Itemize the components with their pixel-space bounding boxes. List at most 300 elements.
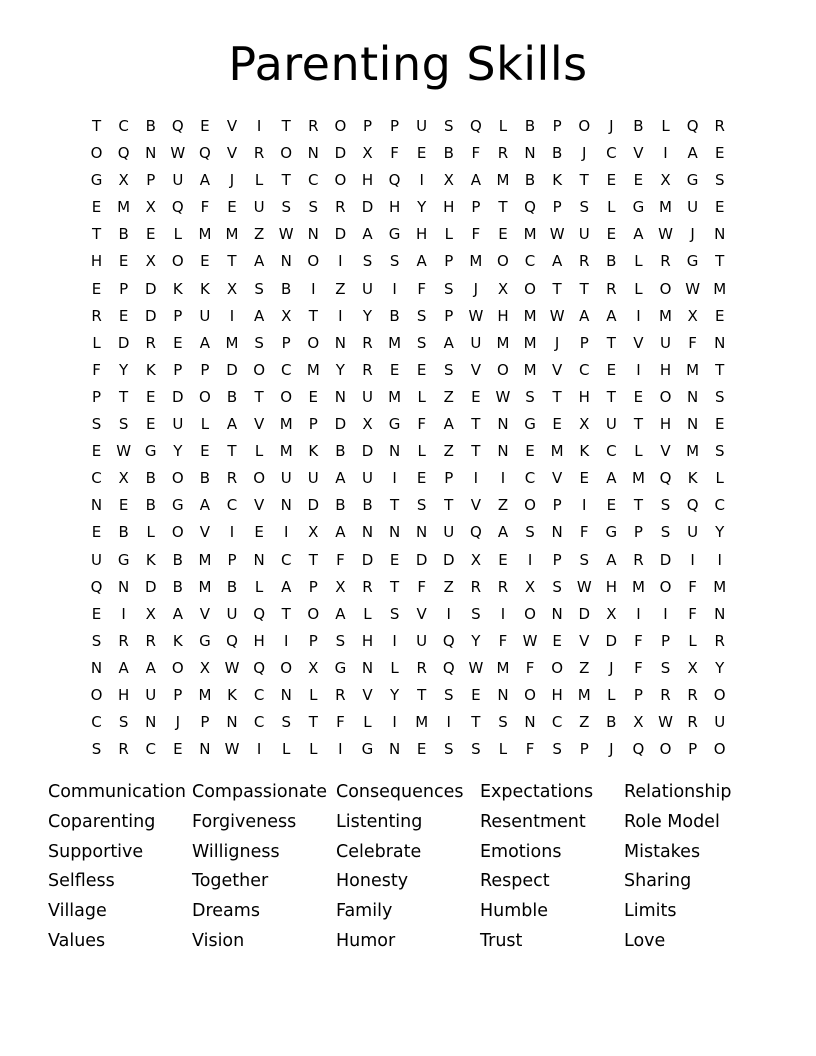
grid-letter: U: [361, 469, 373, 488]
grid-letter: I: [338, 306, 343, 325]
grid-letter: J: [609, 740, 614, 759]
grid-letter: N: [145, 144, 157, 163]
grid-letter: T: [227, 252, 237, 271]
grid-row: [83, 194, 733, 221]
grid-letter: E: [145, 415, 156, 434]
grid-letter: S: [471, 604, 481, 623]
grid-letter: T: [444, 496, 454, 515]
grid-letter: C: [308, 171, 319, 190]
grid-letter: P: [119, 279, 129, 298]
grid-letter: T: [119, 387, 129, 406]
grid-letter: V: [470, 360, 481, 379]
grid-letter: H: [659, 360, 672, 379]
grid-letter: Z: [443, 577, 454, 596]
grid-letter: L: [498, 117, 508, 135]
grid-letter: U: [687, 523, 699, 542]
grid-letter: N: [226, 713, 238, 732]
grid-letter: R: [253, 144, 265, 163]
grid-letter: X: [145, 252, 156, 271]
grid-letter: Q: [469, 117, 482, 135]
word-bank-item: Village: [48, 901, 107, 922]
grid-letter: U: [714, 713, 726, 732]
grid-letter: C: [714, 496, 725, 515]
grid-letter: R: [145, 333, 156, 352]
grid-letter: O: [90, 685, 103, 704]
grid-letter: S: [308, 198, 319, 217]
grid-letter: C: [91, 469, 102, 488]
word-bank-item: Mistakes: [624, 841, 701, 862]
word-bank-item: Sharing: [624, 871, 692, 892]
word-bank-item: Together: [192, 871, 269, 892]
grid-letter: I: [636, 360, 641, 379]
grid-letter: E: [471, 387, 481, 406]
grid-letter: L: [417, 442, 426, 461]
grid-letter: L: [661, 117, 670, 135]
grid-letter: A: [253, 306, 265, 325]
grid-letter: B: [633, 117, 644, 135]
grid-letter: C: [606, 442, 617, 461]
grid-letter: X: [633, 713, 644, 732]
grid-letter: K: [172, 631, 183, 650]
grid-letter: W: [170, 144, 186, 163]
grid-letter: R: [416, 658, 427, 677]
grid-letter: N: [90, 496, 103, 515]
grid-letter: S: [444, 360, 454, 379]
grid-letter: A: [118, 658, 129, 677]
grid-letter: F: [498, 631, 508, 650]
grid-letter: B: [145, 496, 156, 515]
grid-letter: N: [714, 225, 726, 244]
grid-letter: E: [118, 306, 129, 325]
grid-letter: W: [224, 658, 240, 677]
grid-letter: R: [362, 577, 373, 596]
grid-letter: M: [496, 658, 510, 677]
grid-letter: F: [471, 144, 481, 163]
grid-letter: L: [498, 740, 508, 759]
grid-letter: G: [144, 442, 157, 461]
grid-letter: Y: [471, 631, 481, 650]
grid-letter: L: [634, 442, 643, 461]
grid-letter: K: [227, 685, 237, 704]
grid-letter: C: [253, 713, 265, 732]
grid-letter: X: [579, 415, 590, 434]
grid-letter: R: [687, 713, 698, 732]
grid-letter: X: [687, 306, 698, 325]
grid-letter: Z: [579, 713, 590, 732]
grid-letter: U: [470, 333, 482, 352]
grid-letter: F: [525, 740, 535, 759]
grid-letter: I: [229, 523, 235, 542]
grid-letter: O: [307, 252, 320, 271]
grid-letter: P: [552, 496, 562, 515]
grid-letter: N: [714, 333, 726, 352]
grid-letter: A: [497, 523, 509, 542]
grid-letter: A: [172, 604, 183, 623]
grid-letter: S: [416, 306, 427, 325]
grid-letter: X: [443, 171, 454, 190]
grid-letter: D: [307, 496, 320, 515]
grid-letter: M: [686, 442, 700, 461]
grid-letter: B: [226, 577, 238, 596]
grid-letter: R: [579, 252, 590, 271]
grid-letter: A: [552, 252, 563, 271]
grid-letter: K: [552, 171, 563, 190]
grid-letter: J: [473, 279, 479, 298]
grid-letter: E: [118, 496, 129, 515]
grid-letter: N: [416, 523, 428, 542]
grid-letter: F: [688, 604, 697, 623]
grid-letter: O: [497, 252, 509, 271]
grid-letter: O: [497, 360, 509, 379]
grid-letter: D: [172, 387, 184, 406]
grid-letter: I: [500, 604, 506, 623]
grid-letter: D: [334, 415, 347, 434]
grid-letter: S: [579, 198, 589, 217]
grid-letter: O: [171, 252, 184, 271]
grid-letter: R: [308, 117, 319, 135]
grid-letter: O: [334, 117, 347, 135]
grid-letter: C: [145, 740, 156, 759]
grid-letter: E: [606, 360, 617, 379]
grid-letter: M: [225, 333, 239, 352]
grid-letter: M: [523, 360, 537, 379]
grid-letter: Q: [632, 740, 645, 759]
grid-letter: X: [362, 415, 373, 434]
grid-letter: V: [633, 333, 644, 352]
grid-letter: M: [523, 225, 537, 244]
grid-letter: I: [283, 631, 289, 650]
grid-letter: V: [416, 604, 427, 623]
grid-letter: F: [688, 333, 697, 352]
grid-letter: L: [607, 198, 616, 217]
grid-letter: X: [524, 577, 536, 596]
grid-letter: I: [121, 604, 126, 623]
grid-letter: H: [253, 631, 265, 650]
grid-letter: T: [633, 496, 643, 515]
grid-letter: N: [388, 523, 401, 542]
grid-letter: J: [609, 117, 614, 135]
grid-letter: I: [338, 252, 343, 271]
grid-letter: M: [496, 333, 510, 352]
grid-letter: O: [659, 279, 672, 298]
word-bank-item: Dreams: [192, 901, 260, 922]
grid-letter: P: [444, 306, 454, 325]
grid-letter: E: [91, 198, 102, 217]
grid-letter: I: [392, 631, 397, 650]
grid-letter: Q: [253, 604, 266, 623]
grid-row: [83, 438, 733, 465]
grid-letter: P: [173, 685, 183, 704]
grid-letter: R: [687, 685, 698, 704]
grid-letter: O: [280, 658, 293, 677]
word-bank-item: Emotions: [480, 841, 562, 862]
grid-row: [83, 384, 733, 411]
grid-letter: T: [471, 415, 481, 434]
grid-letter: H: [361, 171, 374, 190]
grid-letter: I: [392, 713, 397, 732]
grid-letter: G: [605, 523, 618, 542]
grid-letter: M: [523, 306, 537, 325]
grid-letter: E: [91, 279, 102, 298]
grid-letter: V: [199, 604, 211, 623]
grid-letter: T: [281, 604, 291, 623]
grid-letter: N: [280, 252, 292, 271]
grid-letter: B: [281, 279, 292, 298]
grid-letter: Q: [442, 631, 455, 650]
grid-letter: B: [199, 469, 211, 488]
grid-letter: E: [416, 360, 427, 379]
grid-letter: O: [578, 117, 591, 135]
grid-letter: N: [551, 523, 563, 542]
grid-row: [83, 411, 733, 438]
grid-letter: N: [307, 225, 319, 244]
grid-letter: I: [338, 740, 343, 759]
grid-row: [83, 140, 733, 167]
grid-letter: E: [633, 171, 644, 190]
grid-letter: W: [495, 387, 511, 406]
grid-letter: R: [660, 685, 671, 704]
grid-letter: O: [713, 740, 726, 759]
grid-row: [83, 221, 733, 248]
grid-letter: L: [282, 740, 291, 759]
grid-letter: S: [389, 604, 400, 623]
grid-letter: O: [524, 604, 536, 623]
grid-letter: A: [253, 252, 265, 271]
grid-letter: E: [579, 469, 589, 488]
grid-letter: M: [631, 469, 645, 488]
grid-letter: P: [200, 713, 210, 732]
grid-letter: I: [283, 523, 289, 542]
grid-letter: U: [199, 306, 211, 325]
grid-row: [83, 519, 733, 546]
grid-letter: T: [308, 713, 318, 732]
grid-letter: E: [227, 198, 237, 217]
grid-letter: N: [686, 387, 699, 406]
grid-letter: E: [389, 360, 400, 379]
grid-letter: A: [443, 415, 454, 434]
grid-letter: P: [362, 117, 372, 135]
grid-letter: S: [444, 685, 454, 704]
grid-letter: R: [714, 631, 725, 650]
grid-letter: D: [144, 279, 157, 298]
grid-letter: A: [470, 171, 481, 190]
grid-letter: T: [417, 685, 427, 704]
grid-letter: E: [308, 387, 319, 406]
grid-letter: R: [335, 198, 346, 217]
grid-letter: Y: [715, 523, 725, 542]
grid-letter: E: [498, 225, 508, 244]
grid-letter: I: [256, 740, 262, 759]
grid-letter: N: [361, 658, 374, 677]
grid-letter: C: [551, 713, 563, 732]
grid-letter: F: [579, 523, 589, 542]
grid-letter: C: [280, 360, 292, 379]
grid-letter: G: [524, 415, 536, 434]
grid-letter: S: [389, 252, 400, 271]
grid-letter: V: [552, 469, 563, 488]
grid-letter: W: [224, 740, 240, 759]
grid-letter: E: [389, 550, 400, 569]
grid-row: [83, 276, 733, 303]
grid-letter: M: [713, 577, 727, 596]
word-bank-item: Honesty: [336, 871, 409, 892]
grid-letter: T: [308, 306, 318, 325]
grid-letter: A: [335, 604, 346, 623]
grid-letter: H: [416, 225, 428, 244]
grid-letter: X: [308, 523, 319, 542]
grid-letter: Q: [90, 577, 103, 596]
grid-letter: M: [659, 306, 672, 325]
grid-letter: S: [525, 523, 535, 542]
grid-letter: T: [389, 577, 400, 596]
grid-letter: L: [390, 658, 399, 677]
grid-letter: D: [144, 306, 157, 325]
grid-letter: Q: [226, 631, 238, 650]
grid-letter: H: [578, 387, 590, 406]
grid-letter: N: [253, 550, 265, 569]
grid-letter: O: [659, 387, 672, 406]
grid-letter: T: [498, 198, 508, 217]
grid-row: [83, 113, 733, 140]
grid-letter: T: [552, 387, 562, 406]
grid-letter: D: [415, 550, 428, 569]
grid-letter: E: [91, 442, 102, 461]
grid-letter: V: [226, 117, 238, 135]
grid-letter: P: [308, 577, 318, 596]
grid-letter: L: [309, 685, 318, 704]
grid-letter: X: [362, 144, 373, 163]
word-bank-item: Trust: [480, 930, 523, 951]
grid-letter: T: [308, 550, 318, 569]
grid-letter: E: [714, 198, 725, 217]
grid-letter: F: [390, 144, 399, 163]
grid-row: [83, 167, 733, 194]
grid-letter: L: [715, 469, 724, 488]
grid-letter: P: [444, 469, 454, 488]
word-bank-item: Coparenting: [48, 811, 156, 832]
grid-letter: B: [335, 442, 346, 461]
grid-letter: S: [552, 740, 562, 759]
grid-letter: R: [91, 306, 102, 325]
grid-row: [83, 357, 733, 384]
grid-letter: F: [417, 279, 426, 298]
word-bank: [48, 778, 768, 957]
grid-letter: R: [145, 631, 156, 650]
grid-letter: E: [173, 333, 183, 352]
grid-letter: B: [551, 144, 563, 163]
grid-letter: N: [686, 415, 699, 434]
grid-letter: H: [551, 685, 563, 704]
grid-letter: Y: [715, 658, 725, 677]
grid-letter: D: [334, 144, 347, 163]
grid-letter: J: [229, 171, 235, 190]
grid-letter: P: [308, 631, 318, 650]
grid-letter: O: [713, 685, 726, 704]
grid-letter: D: [659, 550, 672, 569]
grid-letter: T: [552, 279, 562, 298]
grid-letter: O: [659, 740, 672, 759]
grid-letter: X: [199, 658, 211, 677]
grid-letter: S: [714, 442, 725, 461]
word-bank-item: Love: [624, 930, 666, 951]
grid-letter: G: [686, 252, 699, 271]
grid-letter: T: [606, 387, 616, 406]
grid-letter: C: [606, 144, 617, 163]
grid-letter: H: [361, 631, 374, 650]
grid-letter: D: [334, 225, 347, 244]
grid-letter: B: [443, 144, 454, 163]
grid-letter: M: [577, 685, 591, 704]
grid-letter: X: [470, 550, 481, 569]
grid-row: [83, 248, 733, 275]
grid-letter: K: [308, 442, 319, 461]
grid-letter: P: [552, 198, 562, 217]
grid-letter: F: [417, 577, 426, 596]
grid-letter: B: [226, 387, 238, 406]
grid-letter: B: [145, 117, 156, 135]
word-bank-item: Humble: [480, 901, 549, 922]
grid-letter: X: [118, 469, 129, 488]
grid-letter: Q: [117, 144, 130, 163]
grid-letter: V: [253, 496, 265, 515]
grid-row: [83, 655, 733, 682]
grid-letter: O: [524, 685, 536, 704]
grid-letter: X: [145, 604, 156, 623]
grid-letter: A: [226, 415, 238, 434]
grid-letter: H: [443, 198, 455, 217]
word-bank-item: Limits: [624, 901, 677, 922]
grid-letter: I: [473, 469, 479, 488]
grid-letter: N: [334, 333, 346, 352]
grid-letter: E: [416, 469, 427, 488]
word-bank-item: Values: [48, 930, 106, 951]
grid-letter: M: [686, 360, 700, 379]
word-bank-item: Consequences: [336, 782, 464, 802]
grid-letter: Y: [335, 360, 345, 379]
grid-letter: M: [279, 415, 293, 434]
grid-letter: Q: [686, 496, 699, 515]
grid-letter: W: [576, 577, 592, 596]
grid-letter: Z: [443, 442, 454, 461]
grid-letter: D: [361, 550, 374, 569]
grid-letter: E: [200, 117, 210, 135]
grid-letter: F: [525, 658, 535, 677]
grid-letter: H: [659, 415, 672, 434]
grid-letter: Z: [497, 496, 509, 515]
grid-letter: U: [280, 469, 292, 488]
grid-letter: X: [226, 279, 238, 298]
grid-row: [83, 492, 733, 519]
grid-letter: X: [497, 279, 509, 298]
word-bank-item: Resentment: [480, 811, 586, 832]
grid-letter: X: [660, 171, 671, 190]
grid-letter: D: [144, 577, 157, 596]
word-bank-item: Selfless: [48, 871, 115, 892]
grid-letter: O: [199, 387, 211, 406]
grid-letter: W: [658, 713, 673, 732]
grid-letter: O: [253, 360, 266, 379]
grid-letter: B: [335, 496, 346, 515]
grid-letter: B: [145, 469, 156, 488]
grid-letter: S: [281, 713, 291, 732]
grid-letter: F: [634, 631, 643, 650]
grid-row: [83, 303, 733, 330]
grid-letter: O: [253, 469, 266, 488]
grid-letter: S: [471, 740, 481, 759]
grid-letter: I: [392, 469, 397, 488]
grid-letter: N: [280, 685, 292, 704]
grid-letter: O: [551, 658, 564, 677]
